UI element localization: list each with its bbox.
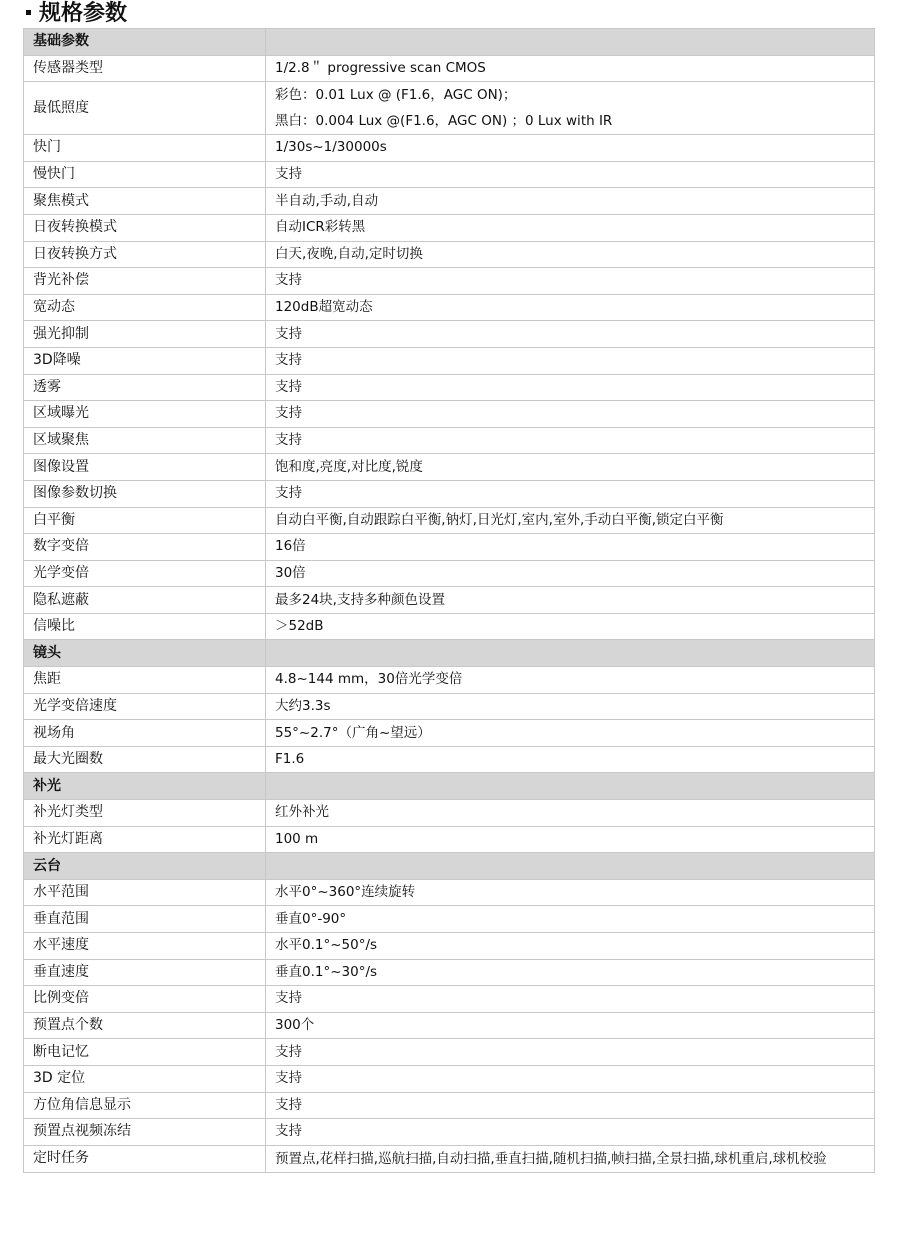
spec-value: 预置点,花样扫描,巡航扫描,自动扫描,垂直扫描,随机扫描,帧扫描,全景扫描,球机重启,球机校验 <box>266 1145 875 1172</box>
spec-row <box>24 613 875 640</box>
spec-row <box>24 986 875 1013</box>
spec-value: F1.6 <box>266 746 875 773</box>
spec-label: 视场角 <box>24 720 266 747</box>
section-header-row <box>24 29 875 56</box>
spec-label: 3D 定位 <box>24 1065 266 1092</box>
spec-table-body <box>24 29 875 1173</box>
spec-row <box>24 800 875 827</box>
spec-row <box>24 1012 875 1039</box>
section-header-row <box>24 640 875 667</box>
section-header-row <box>24 773 875 800</box>
spec-row <box>24 534 875 561</box>
spec-label: 区域聚焦 <box>24 427 266 454</box>
spec-label: 强光抑制 <box>24 321 266 348</box>
spec-value: 100 m <box>266 826 875 853</box>
section-header-label: 云台 <box>24 853 266 880</box>
spec-label: 宽动态 <box>24 294 266 321</box>
spec-row <box>24 1039 875 1066</box>
spec-row <box>24 587 875 614</box>
spec-value: 1/2.8＂ progressive scan CMOS <box>266 55 875 82</box>
spec-value: 自动ICR彩转黑 <box>266 214 875 241</box>
spec-value: 支持 <box>266 347 875 374</box>
spec-value: 120dB超宽动态 <box>266 294 875 321</box>
spec-row <box>24 1092 875 1119</box>
spec-value: 饱和度,亮度,对比度,锐度 <box>266 454 875 481</box>
section-header-empty <box>266 853 875 880</box>
section-header-empty <box>266 640 875 667</box>
spec-value: 支持 <box>266 1039 875 1066</box>
spec-value: 300个 <box>266 1012 875 1039</box>
spec-label: 水平速度 <box>24 933 266 960</box>
spec-row <box>24 321 875 348</box>
spec-row <box>24 1065 875 1092</box>
spec-value-line: 黑白：0.004 Lux @(F1.6，AGC ON) ；0 Lux with IR <box>275 113 613 130</box>
spec-value: 1/30s~1/30000s <box>266 135 875 162</box>
spec-row <box>24 906 875 933</box>
spec-row <box>24 1145 875 1172</box>
section-header-empty <box>266 773 875 800</box>
spec-label: 最低照度 <box>24 82 266 135</box>
spec-label: 最大光圈数 <box>24 746 266 773</box>
spec-row <box>24 667 875 694</box>
spec-value: 支持 <box>266 321 875 348</box>
spec-value: 支持 <box>266 1119 875 1146</box>
spec-value <box>266 82 875 135</box>
spec-row <box>24 480 875 507</box>
spec-row <box>24 82 875 135</box>
spec-label: 透雾 <box>24 374 266 401</box>
spec-value: 支持 <box>266 401 875 428</box>
spec-row <box>24 427 875 454</box>
spec-value-line: 彩色：0.01 Lux @ (F1.6，AGC ON)； <box>275 87 517 104</box>
spec-label: 方位角信息显示 <box>24 1092 266 1119</box>
section-header-label: 补光 <box>24 773 266 800</box>
spec-label: 3D降噪 <box>24 347 266 374</box>
spec-label: 断电记忆 <box>24 1039 266 1066</box>
spec-value: 支持 <box>266 986 875 1013</box>
spec-row <box>24 560 875 587</box>
spec-value: 红外补光 <box>266 800 875 827</box>
spec-row <box>24 879 875 906</box>
spec-value: 最多24块,支持多种颜色设置 <box>266 587 875 614</box>
spec-value: 支持 <box>266 427 875 454</box>
spec-value: 支持 <box>266 161 875 188</box>
spec-label: 定时任务 <box>24 1145 266 1172</box>
spec-table <box>23 28 875 1173</box>
spec-label: 数字变倍 <box>24 534 266 561</box>
spec-label: 预置点个数 <box>24 1012 266 1039</box>
spec-label: 光学变倍速度 <box>24 693 266 720</box>
spec-row <box>24 746 875 773</box>
spec-value: 支持 <box>266 480 875 507</box>
spec-label: 聚焦模式 <box>24 188 266 215</box>
section-header-row <box>24 853 875 880</box>
spec-row <box>24 933 875 960</box>
spec-label: 图像参数切换 <box>24 480 266 507</box>
spec-row <box>24 401 875 428</box>
section-header-empty <box>266 29 875 56</box>
spec-label: 垂直速度 <box>24 959 266 986</box>
spec-row <box>24 188 875 215</box>
spec-row <box>24 826 875 853</box>
section-header-label: 镜头 <box>24 640 266 667</box>
page-title-text: 规格参数 <box>39 1 128 26</box>
spec-value: 支持 <box>266 1092 875 1119</box>
spec-label: 图像设置 <box>24 454 266 481</box>
spec-value: 支持 <box>266 1065 875 1092</box>
spec-row <box>24 161 875 188</box>
spec-label: 背光补偿 <box>24 268 266 295</box>
spec-label: 信噪比 <box>24 613 266 640</box>
spec-value: 大约3.3s <box>266 693 875 720</box>
spec-value: 白天,夜晚,自动,定时切换 <box>266 241 875 268</box>
spec-label: 水平范围 <box>24 879 266 906</box>
spec-value: 16倍 <box>266 534 875 561</box>
bullet-icon <box>26 10 31 15</box>
spec-value: 半自动,手动,自动 <box>266 188 875 215</box>
spec-label: 慢快门 <box>24 161 266 188</box>
spec-label: 焦距 <box>24 667 266 694</box>
spec-row <box>24 135 875 162</box>
spec-row <box>24 374 875 401</box>
spec-row <box>24 454 875 481</box>
spec-row <box>24 55 875 82</box>
page-title <box>26 0 127 28</box>
spec-label: 快门 <box>24 135 266 162</box>
spec-label: 预置点视频冻结 <box>24 1119 266 1146</box>
spec-label: 光学变倍 <box>24 560 266 587</box>
spec-value: 水平0.1°~50°/s <box>266 933 875 960</box>
spec-label: 传感器类型 <box>24 55 266 82</box>
spec-value: 垂直0°-90° <box>266 906 875 933</box>
spec-value: 55°~2.7°（广角~望远） <box>266 720 875 747</box>
spec-label: 区域曝光 <box>24 401 266 428</box>
spec-label: 补光灯类型 <box>24 800 266 827</box>
spec-label: 垂直范围 <box>24 906 266 933</box>
spec-label: 白平衡 <box>24 507 266 534</box>
spec-value: 支持 <box>266 374 875 401</box>
spec-row <box>24 720 875 747</box>
spec-row <box>24 241 875 268</box>
spec-row <box>24 294 875 321</box>
spec-label: 比例变倍 <box>24 986 266 1013</box>
spec-row <box>24 214 875 241</box>
spec-value: 4.8~144 mm，30倍光学变倍 <box>266 667 875 694</box>
spec-value: 支持 <box>266 268 875 295</box>
spec-label: 日夜转换模式 <box>24 214 266 241</box>
spec-row <box>24 693 875 720</box>
spec-row <box>24 959 875 986</box>
spec-row <box>24 347 875 374</box>
spec-label: 日夜转换方式 <box>24 241 266 268</box>
spec-value: 30倍 <box>266 560 875 587</box>
section-header-label: 基础参数 <box>24 29 266 56</box>
spec-row <box>24 507 875 534</box>
spec-value: 水平0°~360°连续旋转 <box>266 879 875 906</box>
spec-value: 垂直0.1°~30°/s <box>266 959 875 986</box>
spec-label: 补光灯距离 <box>24 826 266 853</box>
spec-row <box>24 1119 875 1146</box>
spec-label: 隐私遮蔽 <box>24 587 266 614</box>
spec-row <box>24 268 875 295</box>
spec-value: 自动白平衡,自动跟踪白平衡,钠灯,日光灯,室内,室外,手动白平衡,锁定白平衡 <box>266 507 875 534</box>
spec-value: ＞52dB <box>266 613 875 640</box>
